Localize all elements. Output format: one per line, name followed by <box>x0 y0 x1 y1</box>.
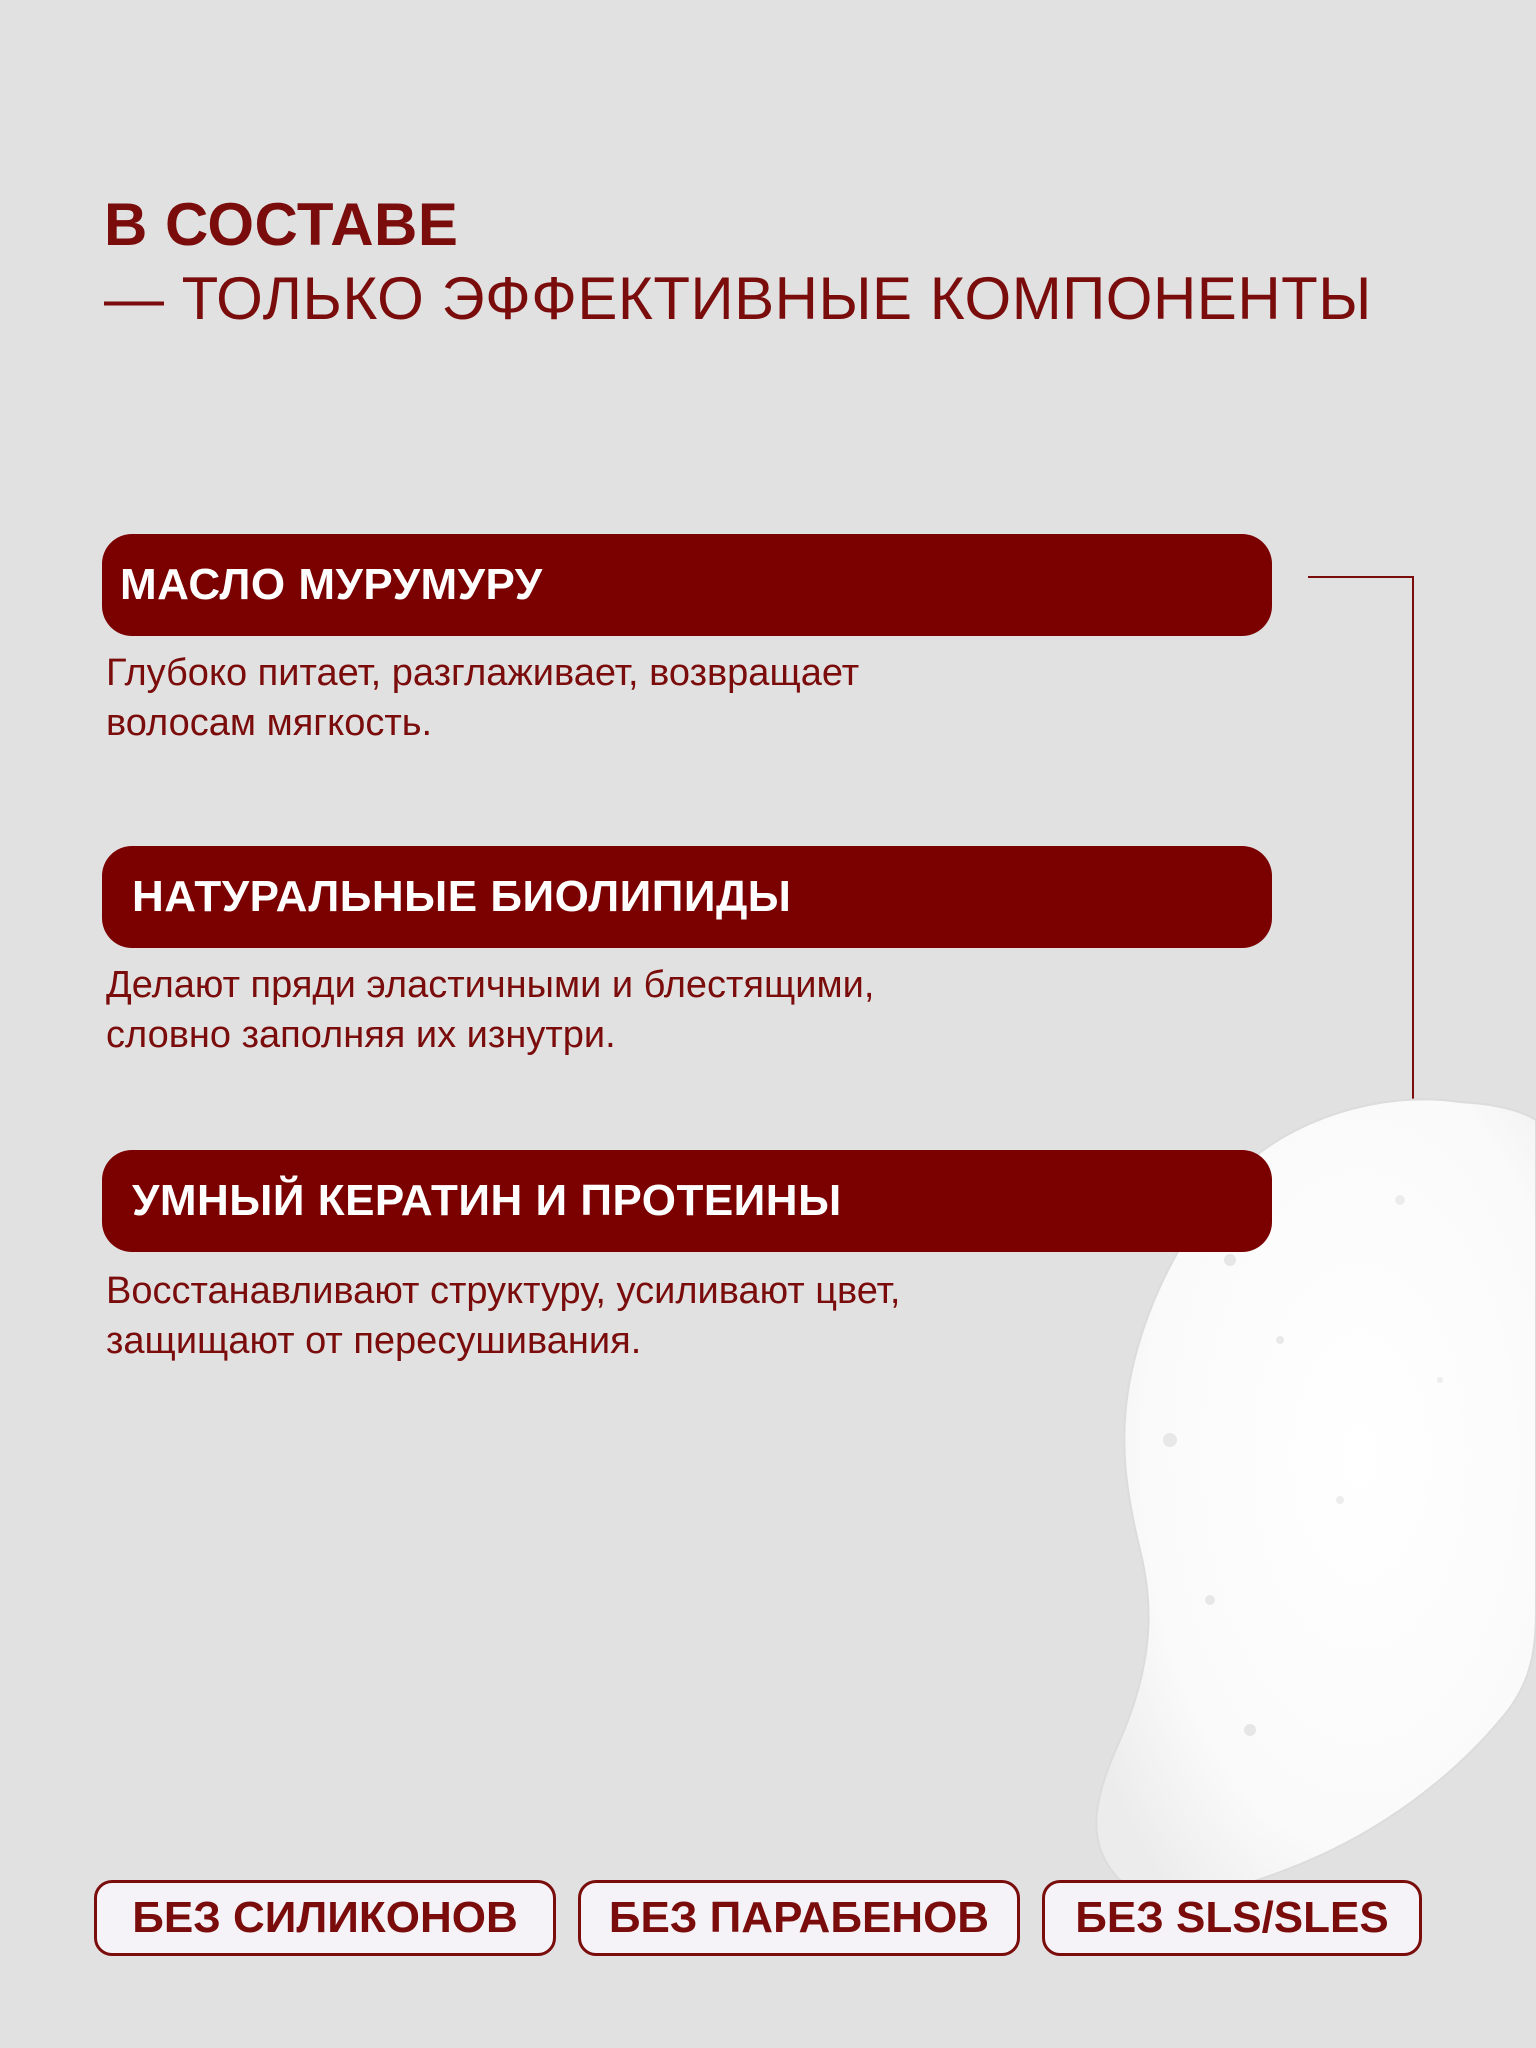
headline-line-1: В СОСТАВЕ <box>104 191 459 258</box>
ingredient-2-desc-line-2: словно заполняя их изнутри. <box>106 1014 616 1056</box>
page-headline <box>104 188 1372 336</box>
ingredient-3-title-pill <box>102 1150 1272 1252</box>
badge-no-silicones-label: БЕЗ СИЛИКОНОВ <box>132 1893 518 1942</box>
badge-no-parabens-label: БЕЗ ПАРАБЕНОВ <box>608 1893 990 1942</box>
ingredient-2-title: НАТУРАЛЬНЫЕ БИОЛИПИДЫ <box>132 872 792 921</box>
ingredient-3-description <box>106 1266 1106 1366</box>
ingredient-2-description <box>106 960 1106 1060</box>
ingredient-1-title-pill <box>102 534 1272 636</box>
badge-no-silicones <box>94 1880 556 1956</box>
badge-no-sls-sles <box>1042 1880 1422 1956</box>
ingredient-1-desc-line-2: волосам мягкость. <box>106 702 433 744</box>
ingredient-3-desc-line-1: Восстанавливают структуру, усиливают цвет, <box>106 1270 901 1312</box>
ingredient-1-desc-line-1: Глубоко питает, разглаживает, возвращает <box>106 652 860 694</box>
headline-line-2: — ТОЛЬКО ЭФФЕКТИВНЫЕ КОМПОНЕНТЫ <box>104 265 1372 332</box>
ingredient-1-description <box>106 648 1106 748</box>
badge-no-sls-sles-label: БЕЗ SLS/SLES <box>1075 1893 1389 1942</box>
ingredient-2-title-pill <box>102 846 1272 948</box>
ingredient-3-desc-line-2: защищают от пересушивания. <box>106 1320 642 1362</box>
ingredient-3-title: УМНЫЙ КЕРАТИН И ПРОТЕИНЫ <box>132 1176 842 1225</box>
ingredient-2-desc-line-1: Делают пряди эластичными и блестящими, <box>106 964 875 1006</box>
ingredient-1-title: МАСЛО МУРУМУРУ <box>120 560 543 609</box>
badge-no-parabens <box>578 1880 1020 1956</box>
